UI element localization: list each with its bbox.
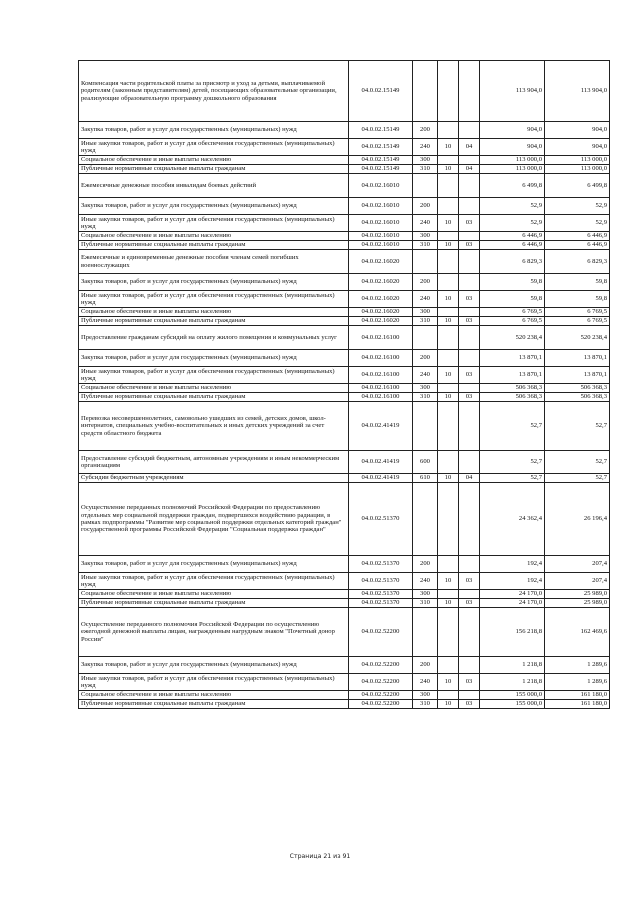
table-row — [79, 367, 610, 384]
cell-code: 04.0.02.15149 — [349, 165, 413, 174]
cell-code: 04.0.02.51370 — [349, 483, 413, 556]
cell-amount-year2: 506 368,3 — [545, 384, 610, 393]
cell-expense-type: 240 — [413, 674, 438, 691]
cell-amount-year1: 6 769,5 — [480, 308, 545, 317]
cell-code: 04.0.02.16020 — [349, 317, 413, 326]
cell-expense-type — [413, 174, 438, 198]
cell-subsection — [459, 274, 480, 291]
cell-amount-year1: 506 368,3 — [480, 384, 545, 393]
cell-code: 04.0.02.51370 — [349, 556, 413, 573]
cell-code: 04.0.02.16100 — [349, 367, 413, 384]
cell-code: 04.0.02.16010 — [349, 174, 413, 198]
cell-amount-year1: 52,7 — [480, 402, 545, 451]
table-row — [79, 590, 610, 599]
cell-subsection — [459, 350, 480, 367]
cell-name: Публичные нормативные социальные выплаты гражданам — [79, 165, 349, 174]
cell-expense-type: 310 — [413, 393, 438, 402]
cell-code: 04.0.02.51370 — [349, 573, 413, 590]
cell-section — [438, 556, 459, 573]
cell-subsection: 03 — [459, 573, 480, 590]
cell-amount-year1: 6 499,8 — [480, 174, 545, 198]
cell-subsection — [459, 326, 480, 350]
cell-name: Социальное обеспечение и иные выплаты населению — [79, 156, 349, 165]
table-row — [79, 122, 610, 139]
table-row — [79, 215, 610, 232]
cell-expense-type — [413, 250, 438, 274]
cell-subsection: 03 — [459, 599, 480, 608]
cell-code: 04.0.02.41419 — [349, 474, 413, 483]
cell-section — [438, 691, 459, 700]
cell-amount-year2: 52,7 — [545, 474, 610, 483]
cell-amount-year2: 52,7 — [545, 402, 610, 451]
cell-amount-year1: 113 904,0 — [480, 61, 545, 122]
cell-section: 10 — [438, 291, 459, 308]
cell-name: Социальное обеспечение и иные выплаты населению — [79, 590, 349, 599]
cell-amount-year1: 52,7 — [480, 474, 545, 483]
cell-expense-type: 200 — [413, 350, 438, 367]
cell-section — [438, 122, 459, 139]
cell-name: Иные закупки товаров, работ и услуг для обеспечения государственных (муниципальных) нужд — [79, 291, 349, 308]
cell-code: 04.0.02.51370 — [349, 590, 413, 599]
cell-expense-type: 310 — [413, 165, 438, 174]
cell-code: 04.0.02.16020 — [349, 291, 413, 308]
cell-subsection — [459, 608, 480, 657]
cell-code: 04.0.02.52200 — [349, 691, 413, 700]
cell-subsection: 04 — [459, 165, 480, 174]
cell-name: Закупка товаров, работ и услуг для государственных (муниципальных) нужд — [79, 274, 349, 291]
cell-section — [438, 308, 459, 317]
cell-amount-year2: 13 870,1 — [545, 367, 610, 384]
cell-subsection — [459, 198, 480, 215]
cell-expense-type: 600 — [413, 451, 438, 474]
cell-section: 10 — [438, 215, 459, 232]
cell-name: Предоставление гражданам субсидий на оплату жилого помещения и коммунальных услуг — [79, 326, 349, 350]
cell-amount-year1: 1 218,8 — [480, 674, 545, 691]
cell-name: Закупка товаров, работ и услуг для государственных (муниципальных) нужд — [79, 350, 349, 367]
cell-section: 10 — [438, 674, 459, 691]
table-row — [79, 474, 610, 483]
cell-amount-year1: 52,7 — [480, 451, 545, 474]
cell-expense-type: 240 — [413, 573, 438, 590]
cell-code: 04.0.02.51370 — [349, 599, 413, 608]
cell-amount-year2: 6 769,5 — [545, 317, 610, 326]
cell-subsection: 04 — [459, 474, 480, 483]
cell-amount-year1: 59,8 — [480, 291, 545, 308]
table-row — [79, 599, 610, 608]
table-row — [79, 451, 610, 474]
cell-code: 04.0.02.15149 — [349, 122, 413, 139]
cell-section — [438, 174, 459, 198]
cell-name: Компенсация части родительской платы за присмотр и уход за детьми, выплачиваемой родителям (законным представителям) детей, посещающих образовательные организации, реализующие образовательную программу дошкольного образования — [79, 61, 349, 122]
cell-amount-year1: 904,0 — [480, 139, 545, 156]
cell-subsection — [459, 61, 480, 122]
cell-section — [438, 384, 459, 393]
table-row — [79, 674, 610, 691]
table-row — [79, 61, 610, 122]
table-row — [79, 384, 610, 393]
cell-name: Ежемесячные денежные пособия инвалидам боевых действий — [79, 174, 349, 198]
table-row — [79, 657, 610, 674]
table-row — [79, 232, 610, 241]
table-row — [79, 198, 610, 215]
cell-expense-type: 200 — [413, 198, 438, 215]
cell-section — [438, 198, 459, 215]
table-row — [79, 274, 610, 291]
cell-amount-year1: 155 000,0 — [480, 691, 545, 700]
cell-section — [438, 657, 459, 674]
cell-expense-type: 240 — [413, 139, 438, 156]
cell-amount-year1: 13 870,1 — [480, 350, 545, 367]
cell-amount-year2: 904,0 — [545, 122, 610, 139]
cell-amount-year1: 155 000,0 — [480, 700, 545, 709]
cell-amount-year2: 1 289,6 — [545, 657, 610, 674]
cell-subsection — [459, 384, 480, 393]
cell-code: 04.0.02.15149 — [349, 139, 413, 156]
cell-expense-type — [413, 402, 438, 451]
cell-amount-year1: 52,9 — [480, 215, 545, 232]
cell-code: 04.0.02.16100 — [349, 350, 413, 367]
cell-code: 04.0.02.16100 — [349, 384, 413, 393]
cell-amount-year2: 25 989,0 — [545, 599, 610, 608]
cell-amount-year2: 52,9 — [545, 198, 610, 215]
cell-amount-year2: 1 289,6 — [545, 674, 610, 691]
cell-name: Социальное обеспечение и иные выплаты населению — [79, 232, 349, 241]
cell-amount-year2: 6 446,9 — [545, 232, 610, 241]
cell-amount-year1: 52,9 — [480, 198, 545, 215]
cell-expense-type — [413, 61, 438, 122]
cell-section: 10 — [438, 393, 459, 402]
table-row — [79, 291, 610, 308]
cell-name: Социальное обеспечение и иные выплаты населению — [79, 691, 349, 700]
page-number: Страница 21 из 91 — [289, 853, 351, 860]
cell-amount-year1: 1 218,8 — [480, 657, 545, 674]
cell-code: 04.0.02.16010 — [349, 215, 413, 232]
cell-section — [438, 483, 459, 556]
cell-expense-type: 310 — [413, 700, 438, 709]
cell-name: Публичные нормативные социальные выплаты гражданам — [79, 599, 349, 608]
cell-subsection — [459, 451, 480, 474]
cell-amount-year1: 59,8 — [480, 274, 545, 291]
cell-section — [438, 402, 459, 451]
cell-name: Закупка товаров, работ и услуг для государственных (муниципальных) нужд — [79, 122, 349, 139]
cell-amount-year2: 59,8 — [545, 291, 610, 308]
cell-subsection: 03 — [459, 393, 480, 402]
cell-section: 10 — [438, 139, 459, 156]
cell-section — [438, 232, 459, 241]
cell-subsection — [459, 122, 480, 139]
cell-name: Закупка товаров, работ и услуг для государственных (муниципальных) нужд — [79, 657, 349, 674]
cell-amount-year2: 904,0 — [545, 139, 610, 156]
cell-name: Иные закупки товаров, работ и услуг для обеспечения государственных (муниципальных) нужд — [79, 139, 349, 156]
cell-amount-year1: 24 170,0 — [480, 590, 545, 599]
cell-amount-year2: 25 989,0 — [545, 590, 610, 599]
cell-name: Публичные нормативные социальные выплаты гражданам — [79, 700, 349, 709]
cell-code: 04.0.02.16020 — [349, 308, 413, 317]
cell-code: 04.0.02.41419 — [349, 402, 413, 451]
cell-section — [438, 608, 459, 657]
cell-subsection — [459, 483, 480, 556]
cell-amount-year1: 6 769,5 — [480, 317, 545, 326]
table-row — [79, 608, 610, 657]
cell-name: Публичные нормативные социальные выплаты гражданам — [79, 317, 349, 326]
cell-subsection — [459, 691, 480, 700]
cell-section — [438, 250, 459, 274]
cell-expense-type: 300 — [413, 384, 438, 393]
table-row — [79, 556, 610, 573]
cell-name: Публичные нормативные социальные выплаты гражданам — [79, 393, 349, 402]
cell-code: 04.0.02.16010 — [349, 241, 413, 250]
cell-expense-type: 300 — [413, 232, 438, 241]
cell-amount-year2: 13 870,1 — [545, 350, 610, 367]
cell-amount-year1: 113 000,0 — [480, 165, 545, 174]
cell-amount-year1: 24 170,0 — [480, 599, 545, 608]
cell-subsection — [459, 308, 480, 317]
cell-name: Публичные нормативные социальные выплаты гражданам — [79, 241, 349, 250]
cell-subsection: 03 — [459, 215, 480, 232]
cell-amount-year2: 59,8 — [545, 274, 610, 291]
table-row — [79, 250, 610, 274]
cell-amount-year1: 13 870,1 — [480, 367, 545, 384]
cell-section — [438, 326, 459, 350]
cell-amount-year2: 207,4 — [545, 573, 610, 590]
cell-name: Субсидии бюджетным учреждениям — [79, 474, 349, 483]
budget-table-body — [79, 61, 610, 709]
cell-expense-type — [413, 326, 438, 350]
cell-name: Предоставление субсидий бюджетным, автономным учреждениям и иным некоммерческим организациям — [79, 451, 349, 474]
cell-section: 10 — [438, 241, 459, 250]
cell-subsection: 03 — [459, 317, 480, 326]
cell-expense-type: 240 — [413, 367, 438, 384]
cell-subsection — [459, 657, 480, 674]
cell-expense-type: 300 — [413, 308, 438, 317]
table-row — [79, 393, 610, 402]
cell-section — [438, 451, 459, 474]
table-row — [79, 402, 610, 451]
cell-subsection — [459, 232, 480, 241]
cell-subsection — [459, 174, 480, 198]
cell-expense-type: 610 — [413, 474, 438, 483]
cell-name: Закупка товаров, работ и услуг для государственных (муниципальных) нужд — [79, 556, 349, 573]
cell-code: 04.0.02.15149 — [349, 156, 413, 165]
cell-code: 04.0.02.16010 — [349, 198, 413, 215]
cell-expense-type: 300 — [413, 691, 438, 700]
cell-expense-type — [413, 608, 438, 657]
cell-section: 10 — [438, 474, 459, 483]
cell-subsection: 03 — [459, 674, 480, 691]
cell-subsection: 03 — [459, 241, 480, 250]
cell-expense-type: 240 — [413, 215, 438, 232]
cell-subsection: 03 — [459, 700, 480, 709]
cell-name: Перевозка несовершеннолетних, самовольно ушедших из семей, детских домов, школ-интернатов, специальных учебно-воспитательных и иных детских учреждений за счет средств областного бюджета — [79, 402, 349, 451]
cell-subsection — [459, 556, 480, 573]
cell-section: 10 — [438, 700, 459, 709]
cell-code: 04.0.02.52200 — [349, 674, 413, 691]
cell-name: Социальное обеспечение и иные выплаты населению — [79, 384, 349, 393]
cell-name: Социальное обеспечение и иные выплаты населению — [79, 308, 349, 317]
cell-subsection — [459, 156, 480, 165]
cell-amount-year2: 52,7 — [545, 451, 610, 474]
cell-code: 04.0.02.15149 — [349, 61, 413, 122]
table-row — [79, 241, 610, 250]
cell-amount-year1: 192,4 — [480, 573, 545, 590]
cell-section — [438, 156, 459, 165]
cell-amount-year1: 6 829,3 — [480, 250, 545, 274]
cell-expense-type — [413, 483, 438, 556]
cell-subsection — [459, 402, 480, 451]
cell-code: 04.0.02.16020 — [349, 250, 413, 274]
cell-amount-year2: 161 180,0 — [545, 700, 610, 709]
cell-amount-year2: 162 469,6 — [545, 608, 610, 657]
cell-name: Закупка товаров, работ и услуг для государственных (муниципальных) нужд — [79, 198, 349, 215]
cell-code: 04.0.02.16100 — [349, 326, 413, 350]
cell-amount-year2: 506 368,3 — [545, 393, 610, 402]
cell-amount-year2: 113 000,0 — [545, 165, 610, 174]
cell-subsection: 03 — [459, 367, 480, 384]
cell-code: 04.0.02.52200 — [349, 700, 413, 709]
cell-amount-year1: 24 362,4 — [480, 483, 545, 556]
cell-section: 10 — [438, 317, 459, 326]
cell-amount-year1: 506 368,3 — [480, 393, 545, 402]
cell-amount-year2: 113 904,0 — [545, 61, 610, 122]
table-row — [79, 691, 610, 700]
cell-amount-year2: 113 000,0 — [545, 156, 610, 165]
cell-subsection: 04 — [459, 139, 480, 156]
cell-name: Осуществление переданного полномочия Российской Федерации по осуществлению ежегодной денежной выплаты лицам, награжденным нагрудным знаком "Почетный донор России" — [79, 608, 349, 657]
budget-table — [78, 60, 610, 709]
cell-code: 04.0.02.41419 — [349, 451, 413, 474]
table-row — [79, 308, 610, 317]
cell-subsection — [459, 590, 480, 599]
cell-subsection — [459, 250, 480, 274]
cell-name: Иные закупки товаров, работ и услуг для обеспечения государственных (муниципальных) нужд — [79, 215, 349, 232]
cell-expense-type: 240 — [413, 291, 438, 308]
cell-amount-year2: 207,4 — [545, 556, 610, 573]
cell-section — [438, 274, 459, 291]
table-row — [79, 573, 610, 590]
cell-amount-year1: 904,0 — [480, 122, 545, 139]
cell-section: 10 — [438, 573, 459, 590]
cell-expense-type: 310 — [413, 241, 438, 250]
table-row — [79, 174, 610, 198]
cell-expense-type: 200 — [413, 556, 438, 573]
cell-code: 04.0.02.16100 — [349, 393, 413, 402]
cell-section — [438, 61, 459, 122]
cell-amount-year1: 192,4 — [480, 556, 545, 573]
table-row — [79, 317, 610, 326]
cell-code: 04.0.02.16010 — [349, 232, 413, 241]
cell-section — [438, 590, 459, 599]
table-row — [79, 700, 610, 709]
cell-code: 04.0.02.16020 — [349, 274, 413, 291]
table-row — [79, 156, 610, 165]
cell-subsection: 03 — [459, 291, 480, 308]
cell-name: Ежемесячные и единовременные денежные пособия членам семей погибших военнослужащих — [79, 250, 349, 274]
cell-code: 04.0.02.52200 — [349, 608, 413, 657]
cell-section: 10 — [438, 599, 459, 608]
cell-amount-year2: 161 180,0 — [545, 691, 610, 700]
table-row — [79, 326, 610, 350]
cell-section: 10 — [438, 165, 459, 174]
cell-section — [438, 350, 459, 367]
cell-amount-year1: 6 446,9 — [480, 232, 545, 241]
cell-amount-year2: 26 196,4 — [545, 483, 610, 556]
cell-amount-year1: 113 000,0 — [480, 156, 545, 165]
cell-name: Иные закупки товаров, работ и услуг для обеспечения государственных (муниципальных) нужд — [79, 674, 349, 691]
cell-amount-year2: 6 446,9 — [545, 241, 610, 250]
cell-section: 10 — [438, 367, 459, 384]
table-row — [79, 483, 610, 556]
cell-name: Иные закупки товаров, работ и услуг для обеспечения государственных (муниципальных) нужд — [79, 573, 349, 590]
cell-amount-year1: 156 218,8 — [480, 608, 545, 657]
cell-amount-year2: 520 238,4 — [545, 326, 610, 350]
table-row — [79, 350, 610, 367]
cell-name: Осуществление переданных полномочий Российской Федерации по предоставлению отдельных мер социальной поддержки граждан, подвергшихся воздействию радиации, в рамках подпрограммы "Развитие мер социальной поддержки отдельных категорий граждан" государственной программы Российской Федерации "Социальная поддержка граждан" — [79, 483, 349, 556]
cell-expense-type: 300 — [413, 590, 438, 599]
cell-expense-type: 310 — [413, 599, 438, 608]
cell-amount-year2: 6 499,8 — [545, 174, 610, 198]
cell-expense-type: 300 — [413, 156, 438, 165]
cell-amount-year2: 6 769,5 — [545, 308, 610, 317]
cell-amount-year1: 520 238,4 — [480, 326, 545, 350]
cell-expense-type: 200 — [413, 274, 438, 291]
cell-amount-year1: 6 446,9 — [480, 241, 545, 250]
cell-code: 04.0.02.52200 — [349, 657, 413, 674]
table-row — [79, 165, 610, 174]
cell-name: Иные закупки товаров, работ и услуг для обеспечения государственных (муниципальных) нужд — [79, 367, 349, 384]
cell-amount-year2: 52,9 — [545, 215, 610, 232]
cell-expense-type: 310 — [413, 317, 438, 326]
cell-expense-type: 200 — [413, 657, 438, 674]
cell-expense-type: 200 — [413, 122, 438, 139]
cell-amount-year2: 6 829,3 — [545, 250, 610, 274]
table-row — [79, 139, 610, 156]
